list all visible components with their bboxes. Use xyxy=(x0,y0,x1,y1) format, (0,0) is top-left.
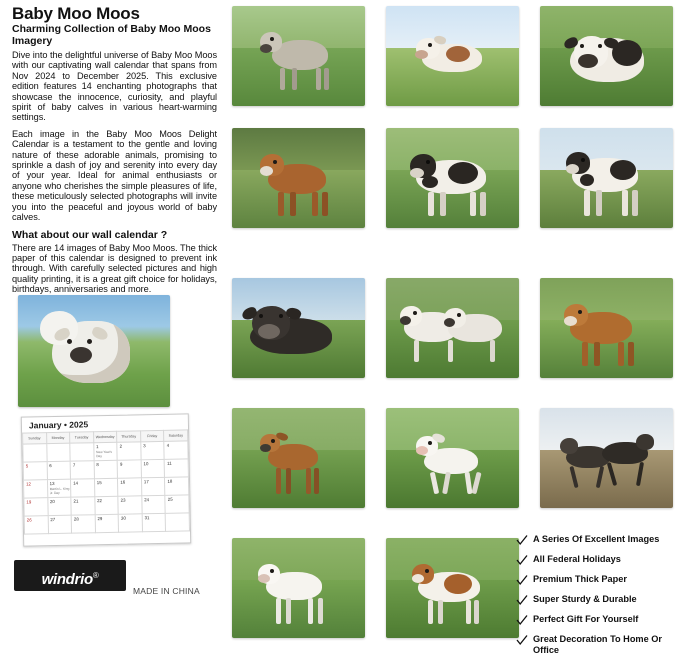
calf-leg xyxy=(428,600,433,624)
calendar-day-cell xyxy=(47,479,71,497)
calendar-month-title: January • 2025 xyxy=(28,419,89,431)
calendar-weekday: Friday xyxy=(140,430,164,441)
calf-leg xyxy=(628,342,634,366)
calf-muzzle xyxy=(258,324,280,339)
photo-2 xyxy=(386,6,519,106)
calendar-day-cell: 7 xyxy=(70,461,94,479)
calf-leg xyxy=(318,598,323,624)
calf-leg xyxy=(414,340,419,362)
photo-1 xyxy=(232,6,365,106)
calf-leg xyxy=(322,192,328,216)
feature-item xyxy=(516,574,674,586)
calf-eye xyxy=(457,313,461,317)
calendar-day-cell: 17 xyxy=(141,477,165,495)
calf-eye-right xyxy=(87,339,92,344)
calendar-day-cell: 16 xyxy=(118,478,142,496)
calendar-day-cell: 29 xyxy=(95,514,119,532)
calendar-day-cell: 20 xyxy=(47,497,71,515)
calendar-grid xyxy=(22,429,190,534)
calendar-day-cell: 12 xyxy=(23,480,47,498)
calf-eye xyxy=(273,160,277,164)
calf-leg xyxy=(324,68,329,90)
calf-eye xyxy=(270,37,274,41)
feature-item xyxy=(516,614,674,626)
calf-leg xyxy=(466,600,471,624)
goat-muzzle xyxy=(416,446,428,455)
feature-label: Super Sturdy & Durable xyxy=(533,594,637,604)
calendar-day-cell xyxy=(93,442,117,460)
calendar-weekday: Thursday xyxy=(117,431,141,442)
calendar-day-cell: 2 xyxy=(117,442,141,460)
goat-leg xyxy=(314,468,319,494)
calf-leg xyxy=(292,68,297,90)
photo-6 xyxy=(540,128,673,228)
registered-mark: ® xyxy=(92,571,99,580)
calendar-day-cell xyxy=(23,444,47,462)
calf-leg xyxy=(286,598,291,624)
calendar-weekday: Wednesday xyxy=(93,431,117,442)
product-subtitle: Charming Collection of Baby Moo Moos Imagery xyxy=(12,23,211,47)
calendar-day-cell: 10 xyxy=(141,459,165,477)
section-heading: What about our wall calendar ? xyxy=(12,228,168,241)
calendar-day-number: 1 xyxy=(95,444,99,450)
check-icon xyxy=(516,534,528,546)
calf-leg xyxy=(594,342,600,366)
photo-14 xyxy=(386,538,519,638)
calendar-day-cell: 4 xyxy=(164,441,188,459)
photo-11 xyxy=(386,408,519,508)
calendar-day-cell: 11 xyxy=(164,459,188,477)
calendar-day-number: 13 xyxy=(49,480,55,487)
calf-eye xyxy=(581,158,585,162)
calendar-day-cell: 5 xyxy=(23,462,47,480)
calf-muzzle xyxy=(260,166,273,176)
calendar-month-page xyxy=(21,413,191,546)
calendar-weekday: Tuesday xyxy=(70,432,94,443)
calf-leg xyxy=(448,340,453,362)
calf-eye xyxy=(578,310,582,314)
calendar-week-row xyxy=(24,513,189,534)
photo-10 xyxy=(232,408,365,508)
calf-marking xyxy=(446,46,470,62)
calf-leg xyxy=(490,340,495,362)
calf-muzzle xyxy=(415,50,428,59)
photo-5 xyxy=(386,128,519,228)
photo-3 xyxy=(540,6,673,106)
calf-muzzle xyxy=(410,168,424,178)
feature-item xyxy=(516,594,674,606)
calendar-day-cell: 27 xyxy=(48,515,72,533)
calf-eye xyxy=(580,44,584,48)
calendar-day-note: New Year's Day xyxy=(96,449,113,459)
calf-leg xyxy=(596,190,602,216)
calf-muzzle xyxy=(566,164,579,174)
brand-logo xyxy=(14,560,126,591)
calf-eye xyxy=(425,569,429,573)
description-paragraph-2: Each image in the Baby Moo Moos Delight Calendar is a testament to the gentle and loving nature of these adorable animals, promising to sprinkle a dash of joy and serenity into every day of your year. Ideal for animal enthusiasts or anyone who cherishes the simple pleasures of life, these meticulously selected photographs will invite you into the peaceful and joyous world of baby calves. xyxy=(12,128,217,223)
check-icon xyxy=(516,634,528,646)
calf-head xyxy=(40,311,78,345)
calf-muzzle xyxy=(412,574,424,583)
calendar-day-cell: 25 xyxy=(165,495,189,513)
calf-leg xyxy=(582,342,588,366)
calendar-day-cell: 3 xyxy=(141,441,165,459)
calf-muzzle xyxy=(258,574,270,583)
check-icon xyxy=(516,574,528,586)
goat-head xyxy=(636,434,654,450)
calf-leg xyxy=(280,68,285,90)
goat-leg xyxy=(286,468,291,494)
calendar-day-cell: 6 xyxy=(47,461,71,479)
calf-eye xyxy=(270,569,274,573)
goat-muzzle xyxy=(260,444,271,452)
feature-label: Premium Thick Paper xyxy=(533,574,627,584)
calendar-cover-photo xyxy=(18,295,170,407)
description-paragraph-3: There are 14 images of Baby Moo Moos. The thick paper of this calendar is designed to prevent ink through. With carefully selected pictures and high quality printing, it is a great gift choice for holidays, birthdays, anniversaries and more. xyxy=(12,242,217,295)
calf-marking xyxy=(610,160,636,180)
calendar-day-cell: 15 xyxy=(94,478,118,496)
calf-muzzle xyxy=(578,54,598,68)
calendar-day-cell: 24 xyxy=(142,495,166,513)
calf-leg xyxy=(480,192,486,216)
calf-muzzle xyxy=(400,316,411,325)
check-icon xyxy=(516,554,528,566)
calendar-day-cell: 23 xyxy=(118,496,142,514)
calf-marking xyxy=(444,574,472,594)
calendar-day-cell: 21 xyxy=(71,497,95,515)
calf-eye xyxy=(259,314,263,318)
calf-leg xyxy=(632,190,638,216)
calf-leg xyxy=(312,192,318,216)
calendar-weekday: Monday xyxy=(46,432,70,443)
calendar-weekday: Saturday xyxy=(164,430,188,441)
calf-leg xyxy=(584,190,590,216)
photo-4 xyxy=(232,128,365,228)
calf-eye xyxy=(428,43,432,47)
calf-leg xyxy=(618,342,624,366)
description-paragraph-1: Dive into the delightful universe of Baby Moo Moos with our captivating wall calendar that spans from Nov 2024 to December 2025. This exclusive edition features 14 enchanting photographs that showcase the innocence, curiosity, and playful spirit of baby calves in various heart-warming settings. xyxy=(12,50,217,123)
photo-12 xyxy=(540,408,673,508)
feature-item xyxy=(516,534,674,546)
photo-13 xyxy=(232,538,365,638)
calf-muzzle xyxy=(260,44,272,53)
calf-leg xyxy=(316,68,321,90)
check-icon xyxy=(516,594,528,606)
calf-leg xyxy=(308,598,313,624)
calf-leg xyxy=(438,600,443,624)
calendar-day-cell: 18 xyxy=(165,477,189,495)
calendar-weekday: Sunday xyxy=(23,433,47,444)
calf-leg xyxy=(440,192,446,216)
calf-leg xyxy=(278,192,284,216)
calendar-day-cell: 31 xyxy=(142,513,166,531)
calf-eye xyxy=(426,160,430,164)
feature-item xyxy=(516,554,674,566)
calendar-day-cell: 30 xyxy=(118,514,142,532)
goat-head xyxy=(560,438,578,454)
calf-muzzle xyxy=(564,316,577,326)
feature-label: All Federal Holidays xyxy=(533,554,621,564)
goat-eye xyxy=(271,439,275,443)
calf-muzzle xyxy=(70,347,92,363)
goat-leg xyxy=(276,468,281,494)
calendar-day-cell xyxy=(70,443,94,461)
calf-leg xyxy=(474,600,479,624)
page-title: Baby Moo Moos xyxy=(12,4,140,23)
calendar-day-cell: 9 xyxy=(117,460,141,478)
calf-leg xyxy=(276,598,281,624)
brand-name: windrio xyxy=(41,571,93,588)
calf-marking xyxy=(448,162,478,184)
calf-eye-left xyxy=(67,339,72,344)
calf-leg xyxy=(622,190,628,216)
feature-item xyxy=(516,634,674,655)
calendar-day-cell xyxy=(166,513,190,531)
feature-label: Perfect Gift For Yourself xyxy=(533,614,639,624)
calf-eye xyxy=(598,44,602,48)
calendar-day-cell: 19 xyxy=(24,498,48,516)
photo-7 xyxy=(232,278,365,378)
feature-label: A Series Of Excellent Images xyxy=(533,534,660,544)
photo-9 xyxy=(540,278,673,378)
calendar-day-note: Martin L. King Jr. Day xyxy=(49,486,70,496)
calf-eye xyxy=(279,314,283,318)
calf-leg xyxy=(428,192,434,216)
goat-leg xyxy=(306,468,311,494)
calf-leg xyxy=(470,192,476,216)
photo-8 xyxy=(386,278,519,378)
feature-list xyxy=(516,534,674,663)
calendar-day-cell: 14 xyxy=(71,479,95,497)
calendar-day-cell xyxy=(46,443,70,461)
calendar-day-cell: 28 xyxy=(71,515,95,533)
calf-eye xyxy=(413,311,417,315)
calf-leg xyxy=(290,192,296,216)
calendar-day-cell: 26 xyxy=(24,516,48,534)
calf-muzzle xyxy=(444,318,455,327)
feature-label: Great Decoration To Home Or Office xyxy=(533,634,662,655)
calendar-day-cell: 22 xyxy=(95,496,119,514)
calendar-day-cell: 8 xyxy=(94,460,118,478)
origin-label: MADE IN CHINA xyxy=(133,586,200,596)
check-icon xyxy=(516,614,528,626)
goat-eye xyxy=(428,441,432,445)
calf-marking xyxy=(580,174,594,186)
